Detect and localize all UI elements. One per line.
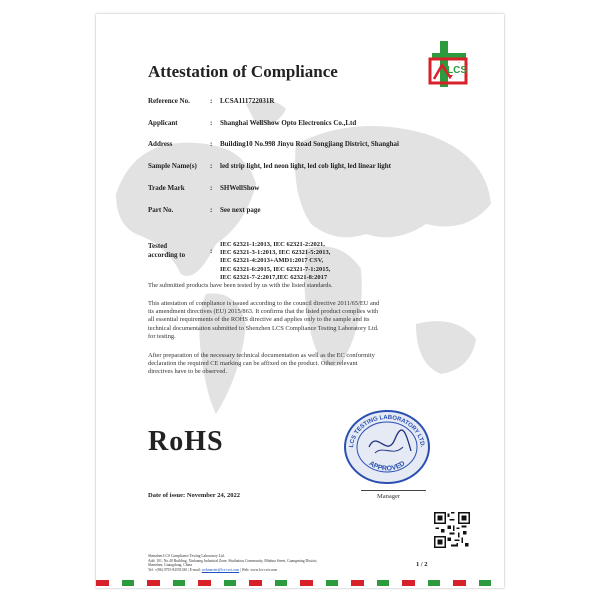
field-label: Part No. (148, 206, 174, 214)
stamp-ring-top: LCS TESTING LABORATORY LTD. (349, 414, 425, 448)
footer-email-link[interactable]: webmaster@lcs-cert.com (201, 567, 240, 572)
field-label: Sample Name(s) (148, 162, 197, 170)
lcs-logo (426, 39, 472, 91)
field-value: See next page (220, 206, 261, 214)
field-label: Address (148, 140, 173, 148)
field-value: led strip light, led neon light, led cob light, led linear light (220, 162, 391, 170)
lab-footer: Shenzhen LCS Compliance Testing Laboratory Ltd. Add: 101, No.40 Building, Xinhuang Industrial Zone, Shaibaitou Community, Minhua Street, Guangming District, Shenzhen, Guangdong, China Tel: +(86) 0755-82591330 | E-mail: webmaster@lcs-cert.com | Web: www.lcs-cert.com (148, 554, 318, 572)
page-number: 1 / 2 (416, 561, 428, 568)
field-value: Shanghai WellShow Opto Electronics Co.,Ltd (220, 119, 357, 127)
rohs-mark: RoHS (148, 426, 224, 457)
date-of-issue: Date of issue: November 24, 2022 (148, 492, 240, 499)
tested-statement: The submitted products have been tested by us with the listed standards. (148, 282, 333, 289)
ce-marking-paragraph: After preparation of the necessary technical documentation as well as the EC conformity declaration the required CE marking can be affixed on the product. Other relevant directives have to be observed. (148, 352, 375, 376)
field-label: Reference No. (148, 97, 190, 105)
standard-line: IEC 62321-7-2:2017,IEC 62321-8:2017 (220, 273, 328, 281)
standard-line: IEC 62321-6:2015, IEC 62321-7-1:2015, (220, 265, 331, 273)
color-bar (96, 580, 504, 586)
signature-line (361, 490, 426, 491)
logo-letters: LCS (447, 65, 467, 76)
field-value: SHWellShow (220, 184, 260, 192)
certificate-sheet: LCS Attestation of Compliance Reference No. : LCSA111722031R Applicant : Shanghai WellShow Opto Electronics Co.,Ltd Address : Building10 No.998 Jinyu Road Songjiang District, Shanghai Sample Name(s) : led strip light, led neon light, led cob light, led linear light Trade Mark : SHWellShow Part No. : See next page Tested according to : IEC 62321-1:2013, IEC 62321-2:2021, IEC 62321-3-1:2013, IEC 62321-5:2013, IEC 62321-4:2013+AMD1:2017 CSV, IEC 62321-6:2015, IEC 62321-7-1:2015, IEC 62321-7-2:2017,IEC 62321-8:2017 The submitted products have been tested by us with the listed standards. This attestation of compliance is issued according to the council directive 2011/65/EU and its amendment directives (EU) 2015/863. It confirms that the listed product complies with all essential requirements of the ROHS directive and applies only to the sample and its technical documentation submitted to Shenzhen LCS Compliance Testing Laboratory Ltd. for testing. After preparation of the necessary technical documentation as well as the EC conformity declaration the required CE marking can be affixed on the product. Other relevant directives have to be observed. RoHS LCS TESTING LABORATORY LTD. APPROVED Date of issue: November 24, 2022 Manager Shenzhen LCS Compliance Testing Laboratory Ltd. Add: 101, No.40 Building, Xinhuang Industrial Zone, Shaibaitou Community, Minhua Street, Guangming District, Shenzhen, Guangdong, China Tel: +(86) 0755-82591330 | E-mail: webmaster@lcs-cert.com | Web: www.lcs-cert.com 1 / 2 (96, 14, 504, 588)
approved-stamp (341, 407, 433, 485)
standard-line: IEC 62321-3-1:2013, IEC 62321-5:2013, (220, 249, 331, 257)
footer-web-link[interactable]: www.lcs-cert.com (250, 567, 278, 572)
qr-code (434, 512, 470, 548)
field-label: Applicant (148, 119, 178, 127)
compliance-paragraph: This attestation of compliance is issued according to the council directive 2011/65/EU and its amendment directives (EU) 2015/863. It confirms that the listed product complies with all essential requirements of the ROHS directive and applies only to the sample and its technical documentation submitted to Shenzhen LCS Compliance Testing Laboratory Ltd. for testing. (148, 300, 380, 340)
signatory-title: Manager (377, 493, 401, 500)
stamp-ring-bottom: APPROVED (367, 460, 407, 473)
field-value: Building10 No.998 Jinyu Road Songjiang District, Shanghai (220, 140, 399, 148)
field-label: Trade Mark (148, 184, 185, 192)
certificate-title: Attestation of Compliance (148, 62, 338, 81)
tested-standards-list (220, 241, 330, 282)
standard-line: IEC 62321-4:2013+AMD1:2017 CSV, (220, 257, 324, 265)
standard-line: IEC 62321-1:2013, IEC 62321-2:2021, (220, 241, 325, 248)
field-value: LCSA111722031R (220, 97, 275, 105)
tested-label: Tested according to (148, 242, 186, 259)
